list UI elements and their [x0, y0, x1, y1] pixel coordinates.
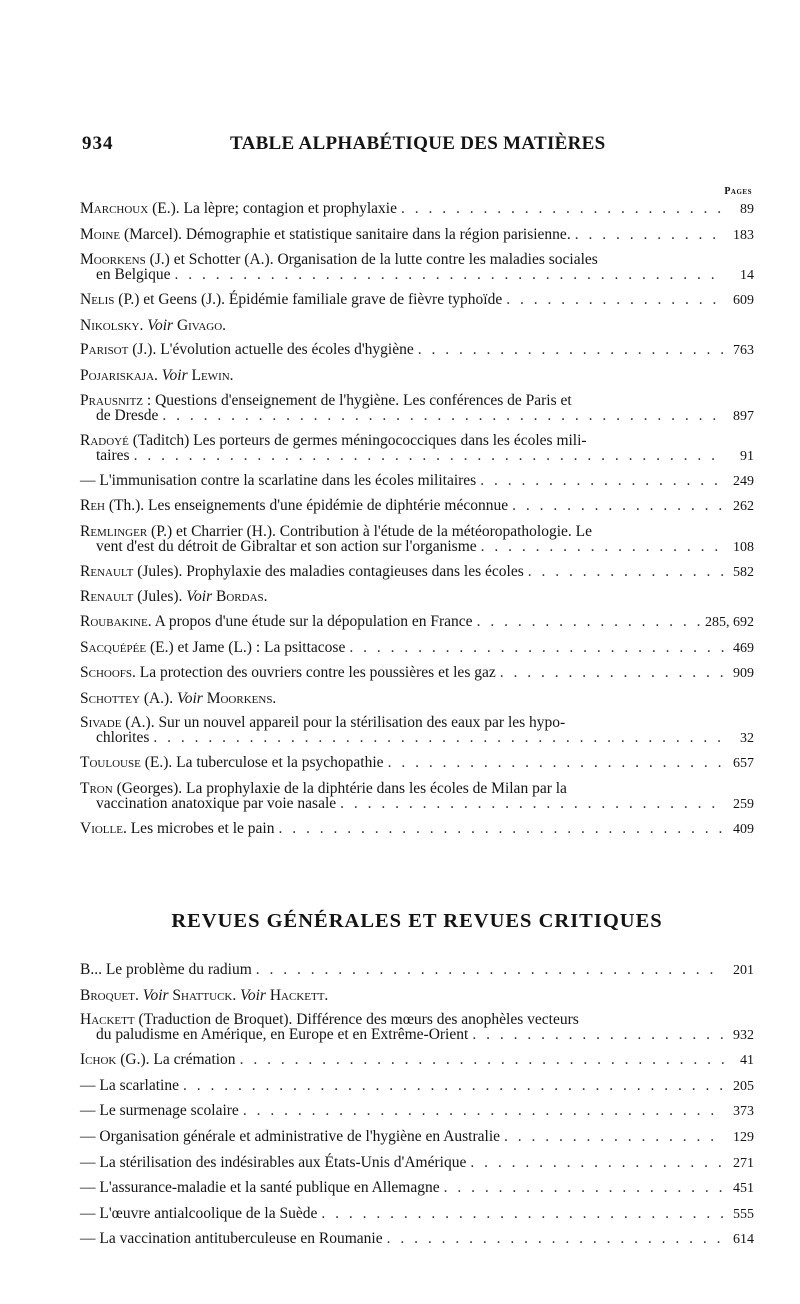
- author-name: Sivade: [80, 714, 122, 732]
- entry-title: — Organisation générale et administrative de l'hygiène en Australie: [80, 1127, 501, 1145]
- index-entry: [80, 1103, 754, 1119]
- entry-text: [80, 715, 565, 730]
- entry-title: vent d'est du détroit de Gibraltar et son action sur l'organisme: [96, 537, 477, 555]
- entry-title: (E.). La tuberculose et la psychopathie: [140, 754, 384, 772]
- entry-title: — Le surmenage scolaire: [80, 1102, 239, 1120]
- author-name: Nikolsky.: [80, 316, 144, 334]
- entry-line: [80, 1231, 754, 1247]
- page-ref: 205: [733, 1078, 754, 1094]
- entry-line: [80, 473, 754, 489]
- page-ref: 262: [733, 499, 754, 515]
- dot-leader: [240, 1052, 724, 1067]
- index-entry: [80, 640, 754, 656]
- entry-line: [80, 252, 754, 267]
- author-name: Ichok: [80, 1051, 117, 1069]
- voir-label: Voir: [240, 986, 266, 1004]
- index-entry: [80, 781, 754, 812]
- entry-title: (Taditch) Les porteurs de germes méningococciques dans les écoles mili-: [128, 431, 587, 449]
- author-name: Prausnitz: [80, 391, 144, 409]
- index-entry: [80, 1129, 754, 1145]
- cross-reference: Bordas.: [216, 588, 268, 606]
- pages-column-label: Pages: [724, 186, 752, 197]
- author-name: Tron: [80, 779, 113, 797]
- page-ref: 763: [733, 343, 754, 359]
- index-entry: [80, 1155, 754, 1171]
- index-entry: [80, 473, 754, 489]
- entry-title: A propos d'une étude sur la dépopulation en France: [151, 612, 473, 630]
- index-entry: [80, 589, 754, 604]
- entry-title: La protection des ouvriers contre les poussières et les gaz: [135, 664, 496, 682]
- page-number: 934: [82, 133, 114, 154]
- dot-leader: [512, 498, 724, 513]
- author-name: Radoyé: [80, 431, 129, 449]
- dot-leader: [504, 1129, 724, 1144]
- page-ref: 201: [733, 963, 754, 978]
- entry-text: [80, 368, 234, 383]
- index-entry: [80, 1052, 754, 1068]
- entry-text: [80, 201, 397, 216]
- entry-line-continued: [80, 796, 754, 812]
- dot-leader: [528, 564, 724, 579]
- author-name: Hackett: [80, 1011, 135, 1029]
- index-entry: [80, 755, 754, 771]
- index-entry: [80, 715, 754, 746]
- dot-leader: [153, 730, 724, 745]
- index-entry: [80, 498, 754, 514]
- author-name: Renault: [80, 588, 134, 606]
- voir-label: Voir: [147, 316, 174, 334]
- page-ref: 183: [733, 227, 754, 243]
- author-name: Moorkens: [80, 251, 146, 269]
- page-ref: 897: [733, 408, 754, 424]
- entry-text: [80, 1012, 579, 1027]
- dot-leader: [418, 342, 724, 357]
- author-name: Violle.: [80, 819, 127, 837]
- page-ref: 909: [733, 666, 754, 682]
- entry-title: vaccination anatoxique par voie nasale: [96, 794, 337, 812]
- entry-line: [80, 1155, 754, 1171]
- index-entry: [80, 564, 754, 580]
- dot-leader: [401, 201, 724, 216]
- voir-label: Voir: [161, 366, 188, 384]
- entry-text: [80, 564, 524, 579]
- entry-title: (P.) et Geens (J.). Épidémie familiale grave de fièvre typhoïde: [114, 291, 503, 309]
- author-initials: (A.).: [139, 689, 174, 707]
- entry-line: [80, 589, 754, 604]
- author-name: Toulouse: [80, 754, 141, 772]
- index-entry: [80, 665, 754, 681]
- entry-line: [80, 433, 754, 448]
- entry-text: [80, 988, 328, 1003]
- author-initials: (Jules).: [133, 588, 183, 606]
- index-entry: [80, 691, 754, 706]
- entry-title: (Marcel). Démographie et statistique sanitaire dans la région parisienne.: [120, 225, 571, 243]
- dot-leader: [174, 267, 724, 282]
- entry-text: [80, 524, 592, 539]
- entry-title: : Questions d'enseignement de l'hygiène. Les conférences de Paris et: [143, 391, 572, 409]
- entry-line: [80, 227, 754, 243]
- author-name: Remlinger: [80, 522, 148, 540]
- entry-line: [80, 201, 754, 217]
- page-ref: 91: [740, 448, 754, 464]
- entry-line: [80, 1078, 754, 1094]
- entry-line: [80, 498, 754, 514]
- author-name: Renault: [80, 562, 134, 580]
- entry-title: en Belgique: [96, 266, 171, 284]
- entry-line: [80, 342, 754, 358]
- dot-leader: [349, 640, 724, 655]
- index-section-reviews: [80, 962, 754, 1257]
- index-entry: [80, 1180, 754, 1196]
- page-ref: 89: [740, 202, 754, 217]
- author-name: Nelis: [80, 291, 115, 309]
- entry-title: — La scarlatine: [80, 1076, 179, 1094]
- entry-text: [80, 1206, 317, 1221]
- page-ref: 582: [733, 564, 754, 580]
- entry-line: [80, 691, 754, 706]
- dot-leader: [500, 665, 724, 680]
- entry-line: [80, 614, 754, 630]
- index-entry: [80, 433, 754, 464]
- entry-line: [80, 1206, 754, 1222]
- index-entry: [80, 1231, 754, 1247]
- index-entry: [80, 988, 754, 1003]
- entry-text: [80, 821, 274, 836]
- section-heading: REVUES GÉNÉRALES ET REVUES CRITIQUES: [171, 910, 663, 932]
- page-ref: 657: [733, 756, 754, 772]
- dot-leader: [278, 821, 724, 836]
- voir-label: Voir: [186, 588, 213, 606]
- author-name: Marchoux: [80, 200, 149, 217]
- entry-text: [80, 227, 571, 242]
- author-name: Sacquépée: [80, 638, 147, 656]
- entry-title: (P.) et Charrier (H.). Contribution à l'étude de la météoropathologie. Le: [147, 522, 593, 540]
- page-ref: 129: [733, 1129, 754, 1145]
- author-name: Schottey: [80, 689, 140, 707]
- entry-title: du paludisme en Amérique, en Europe et en Extrême-Orient: [96, 1026, 469, 1044]
- entry-line: [80, 665, 754, 681]
- entry-line-continued: [80, 730, 754, 746]
- dot-leader: [506, 292, 724, 307]
- entry-line: [80, 292, 754, 308]
- entry-title: (G.). La crémation: [116, 1051, 236, 1069]
- entry-line: [80, 715, 754, 730]
- entry-title: taires: [96, 446, 130, 464]
- entry-text: [80, 1052, 236, 1067]
- dot-leader: [575, 227, 724, 242]
- entry-line-continued: [80, 408, 754, 424]
- cross-reference: Lewin.: [191, 366, 234, 384]
- dot-leader: [321, 1206, 724, 1221]
- entry-line: [80, 1012, 754, 1027]
- entry-title: — L'œuvre antialcoolique de la Suède: [80, 1204, 318, 1222]
- entry-line: [80, 1103, 754, 1119]
- entry-text: [80, 342, 414, 357]
- dot-leader: [256, 962, 724, 977]
- page-ref: 271: [733, 1155, 754, 1171]
- author-name: Schoofs.: [80, 664, 136, 682]
- voir-label: Voir: [176, 689, 203, 707]
- index-entry: [80, 252, 754, 283]
- entry-text: [80, 640, 345, 655]
- entry-text: [80, 318, 226, 333]
- cross-reference: Moorkens.: [206, 689, 277, 707]
- entry-title: (A.). Sur un nouvel appareil pour la stérilisation des eaux par les hypo-: [121, 714, 566, 732]
- entry-line-continued: [80, 267, 754, 283]
- entry-text: [80, 393, 572, 408]
- entry-line: [80, 564, 754, 580]
- author-name: Parisot: [80, 341, 129, 359]
- dot-leader: [388, 755, 724, 770]
- page-ref: 451: [733, 1181, 754, 1197]
- entry-text: [80, 252, 598, 267]
- entry-line: [80, 781, 754, 796]
- voir-label: Voir: [142, 986, 169, 1004]
- entry-text: [80, 1103, 239, 1118]
- running-title: TABLE ALPHABÉTIQUE DES MATIÈRES: [230, 133, 606, 154]
- entry-line: [80, 1180, 754, 1196]
- page-ref: 41: [740, 1053, 754, 1069]
- entry-text: [80, 1155, 466, 1170]
- index-entry: [80, 1206, 754, 1222]
- entry-line: [80, 988, 754, 1003]
- entry-text: [80, 614, 473, 629]
- entry-title: (E.). La lèpre; contagion et prophylaxie: [148, 200, 397, 217]
- entry-line: [80, 524, 754, 539]
- index-entry: [80, 614, 754, 630]
- page-ref: 108: [733, 539, 754, 555]
- page-ref: 609: [733, 293, 754, 309]
- entry-title: chlorites: [96, 729, 150, 747]
- index-entry: [80, 342, 754, 358]
- entry-title: — La vaccination antituberculeuse en Roumanie: [80, 1230, 383, 1248]
- entry-title: — La stérilisation des indésirables aux États-Unis d'Amérique: [80, 1153, 467, 1171]
- entry-title: (Traduction de Broquet). Différence des mœurs des anophèles vecteurs: [134, 1011, 579, 1029]
- index-entry: [80, 201, 754, 217]
- entry-text: [80, 292, 502, 307]
- entry-text: [80, 755, 384, 770]
- cross-reference: Hackett.: [269, 986, 329, 1004]
- index-entry: [80, 227, 754, 243]
- dot-leader: [472, 1027, 724, 1042]
- page-ref: 14: [740, 268, 754, 284]
- entry-line: [80, 393, 754, 408]
- entry-title: B... Le problème du radium: [80, 961, 252, 978]
- entry-text: [80, 962, 252, 977]
- entry-title: (Georges). La prophylaxie de la diphtérie dans les écoles de Milan par la: [112, 779, 567, 797]
- entry-line: [80, 318, 754, 333]
- page-ref: 249: [733, 473, 754, 489]
- index-entry: [80, 292, 754, 308]
- entry-line: [80, 1052, 754, 1068]
- entry-text: [80, 691, 276, 706]
- page-ref: 259: [733, 796, 754, 812]
- entry-text: [80, 589, 268, 604]
- page-ref: 555: [733, 1206, 754, 1222]
- entry-title: (Th.). Les enseignements d'une épidémie de diphtérie méconnue: [105, 497, 509, 515]
- dot-leader: [340, 796, 724, 811]
- dot-leader: [243, 1103, 724, 1118]
- dot-leader: [470, 1155, 724, 1170]
- entry-title: (Jules). Prophylaxie des maladies contagieuses dans les écoles: [133, 562, 524, 580]
- page-ref: 614: [733, 1232, 754, 1248]
- dot-leader: [387, 1231, 724, 1246]
- entry-line: [80, 821, 754, 837]
- entry-text: [80, 1231, 383, 1246]
- dot-leader: [477, 614, 701, 629]
- index-entry: [80, 821, 754, 837]
- entry-line: [80, 1129, 754, 1145]
- page-ref: 285, 692: [705, 614, 754, 630]
- page-ref: 409: [733, 821, 754, 837]
- index-entry: [80, 1078, 754, 1094]
- entry-title: — L'assurance-maladie et la santé publique en Allemagne: [80, 1179, 440, 1197]
- dot-leader: [134, 448, 724, 463]
- index-entry: [80, 318, 754, 333]
- entry-title: — L'immunisation contre la scarlatine dans les écoles militaires: [80, 471, 477, 489]
- dot-leader: [183, 1078, 724, 1093]
- entry-text: [80, 473, 476, 488]
- entry-text: [80, 1180, 440, 1195]
- entry-text: [80, 433, 587, 448]
- entry-line-continued: [80, 1027, 754, 1043]
- entry-text: [80, 1078, 179, 1093]
- entry-line-continued: [80, 539, 754, 555]
- author-name: Broquet.: [80, 986, 139, 1004]
- entry-line: [80, 368, 754, 383]
- entry-line: [80, 962, 754, 978]
- entry-title: Les microbes et le pain: [126, 819, 275, 837]
- index-entry: [80, 393, 754, 424]
- author-name: Moine: [80, 225, 121, 243]
- entry-line-continued: [80, 448, 754, 464]
- index-entry: [80, 1012, 754, 1043]
- author-name: Roubakine.: [80, 612, 152, 630]
- index-entry: [80, 524, 754, 555]
- page-ref: 469: [733, 640, 754, 656]
- index-entry: [80, 368, 754, 383]
- page-ref: 932: [733, 1028, 754, 1044]
- cross-reference: Shattuck.: [172, 986, 237, 1004]
- entry-line: [80, 640, 754, 656]
- dot-leader: [481, 539, 724, 554]
- index-section-authors: [80, 201, 754, 847]
- entry-title: (J.). L'évolution actuelle des écoles d'hygiène: [128, 341, 414, 359]
- dot-leader: [162, 408, 724, 423]
- entry-title: (J.) et Schotter (A.). Organisation de la lutte contre les maladies sociales: [145, 251, 598, 269]
- entry-title: (E.) et Jame (L.) : La psittacose: [146, 638, 346, 656]
- entry-title: de Dresde: [96, 406, 159, 424]
- index-entry: [80, 962, 754, 978]
- page-ref: 32: [740, 731, 754, 747]
- entry-text: [80, 665, 496, 680]
- dot-leader: [480, 473, 724, 488]
- dot-leader: [444, 1180, 724, 1195]
- author-name: Pojariskaja.: [80, 366, 158, 384]
- author-name: Reh: [80, 497, 106, 515]
- entry-line: [80, 755, 754, 771]
- page-ref: 373: [733, 1104, 754, 1120]
- entry-text: [80, 781, 567, 796]
- entry-text: [80, 498, 508, 513]
- entry-text: [80, 1129, 500, 1144]
- cross-reference: Givago.: [176, 316, 227, 334]
